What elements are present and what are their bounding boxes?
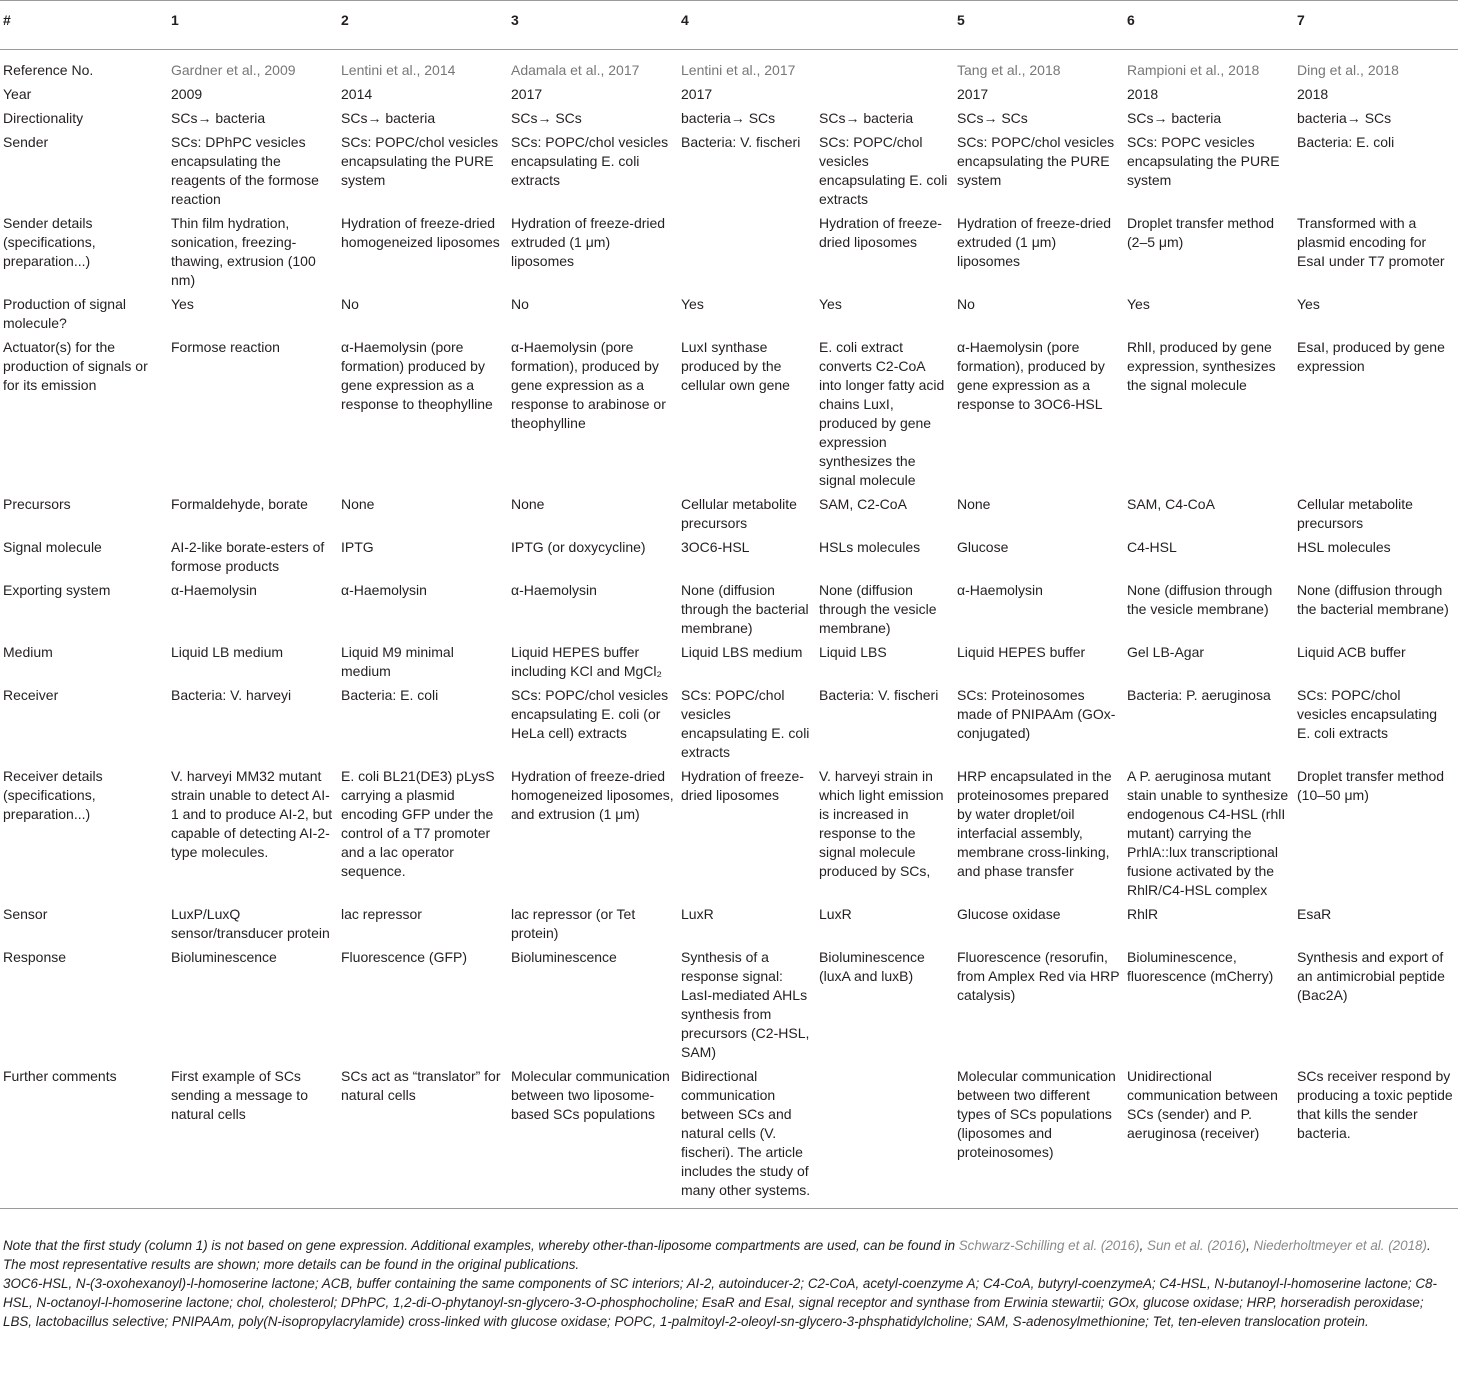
table-cell: Transformed with a plasmid encoding for EsaI under T7 promoter <box>1297 215 1445 269</box>
table-cell: SCs: POPC/chol vesicles encapsulating E. coli extracts <box>1297 687 1438 741</box>
table-cell: Bacteria: E. coli <box>341 687 439 703</box>
row-label: Year <box>3 86 32 102</box>
table-cell: Lentini et al., 2017 <box>681 62 796 78</box>
header-cell-num: # <box>0 1 168 50</box>
table-cell: bacteria→ SCs <box>1297 110 1392 126</box>
table-cell: α-Haemolysin <box>341 582 427 598</box>
table-cell: Droplet transfer method (10–50 μm) <box>1297 768 1445 803</box>
table-cell: Liquid LBS <box>819 644 887 660</box>
table-row <box>0 295 1458 338</box>
table-cell: Bidirectional communication between SCs and natural cells (V. fischeri). The article includes the study of many other systems. <box>678 1067 816 1209</box>
row-label: Sender details (specifications, preparation...) <box>3 215 96 269</box>
row-label: Signal molecule <box>3 539 102 555</box>
table-cell: Bioluminescence <box>511 949 617 965</box>
table-cell: 2018 <box>1127 86 1159 102</box>
row-label: Actuator(s) for the production of signals or for its emission <box>3 339 148 393</box>
table-cell: Yes <box>819 296 842 312</box>
table-cell: SCs→ SCs <box>957 110 1028 126</box>
table-cell: Yes <box>1297 296 1320 312</box>
table-cell: E. coli BL21(DE3) pLysS carrying a plasmid encoding GFP under the control of a T7 promoter and a lac operator sequence. <box>341 768 495 879</box>
table-cell: EsaI, produced by gene expression <box>1297 339 1445 374</box>
table-cell: V. harveyi MM32 mutant strain unable to detect AI-1 and to produce AI-2, but capable of detecting AI-2-type molecules. <box>171 768 333 860</box>
footnote-note-tail: . The most representative results are shown; more details can be found in the original publications. <box>3 1238 1431 1272</box>
table-cell: Rampioni et al., 2018 <box>1127 62 1260 78</box>
table-cell <box>816 85 954 109</box>
table-cell: EsaR <box>1297 906 1332 922</box>
table-cell: Molecular communication between two liposome-based SCs populations <box>508 1067 678 1209</box>
table-cell: LuxP/LuxQ sensor/transducer protein <box>171 906 330 941</box>
table-cell: SAM, C4-CoA <box>1127 496 1215 512</box>
footnote-separator: , <box>1246 1238 1254 1253</box>
table-row <box>0 538 1458 581</box>
citation-link[interactable]: Sun et al. (2016) <box>1147 1238 1247 1253</box>
table-cell: bacteria→ SCs <box>681 110 776 126</box>
footnote-note <box>3 1236 1453 1274</box>
table-cell: None (diffusion through the bacterial membrane) <box>1297 582 1449 617</box>
table-cell: lac repressor <box>341 906 422 922</box>
table-row <box>0 214 1458 295</box>
table-cell: Tang et al., 2018 <box>957 62 1061 78</box>
table-row <box>0 495 1458 538</box>
table-cell: Liquid HEPES buffer including KCl and MgCl₂ <box>511 644 662 679</box>
header-cell: 6 <box>1124 1 1294 50</box>
table-row <box>0 581 1458 643</box>
table-cell: No <box>341 296 359 312</box>
footnote-abbreviations: 3OC6-HSL, N-(3-oxohexanoyl)-l-homoserine lactone; ACB, buffer containing the same components of SC interiors; AI-2, autoinducer-2; C2-CoA, acetyl-coenzyme A; C4-CoA, butyryl-coenzymeA; C4-HSL, N-butanoyl-l-homoserine lactone; C8-HSL, N-octanoyl-l-homoserine lactone; chol, cholesterol; DPhPC, 1,2-di-O-phytanoyl-sn-glycero-3-O-phosphocholine; EsaR and EsaI, signal receptor and synthase from Erwinia stewartii; GOx, glucose oxidase; HRP, horseradish peroxidase; LBS, lactobacillus selective; PNIPAAm, poly(N-isopropylacrylamide) cross-linked with glucose oxidase; POPC, 1-palmitoyl-2-oleoyl-sn-glycero-3-phsphatidylcholine; SAM, S-adenosylmethionine; Tet, ten-eleven translocation protein. <box>3 1276 1437 1329</box>
table-cell: α-Haemolysin (pore formation), produced by gene expression as a response to arabinose or theophylline <box>511 339 666 431</box>
row-label: Receiver details (specifications, preparation...) <box>3 768 103 822</box>
header-cell: 1 <box>168 1 338 50</box>
table-header <box>0 1 1458 50</box>
table-cell: IPTG (or doxycycline) <box>511 539 646 555</box>
header-cell: 4 <box>678 1 816 50</box>
table-cell: HSLs molecules <box>819 539 921 555</box>
table-cell: 2018 <box>1297 86 1329 102</box>
table-cell: Yes <box>1127 296 1150 312</box>
table-cell: α-Haemolysin <box>511 582 597 598</box>
row-label: Response <box>3 949 67 965</box>
table-cell: IPTG <box>341 539 374 555</box>
table-cell: 2014 <box>341 86 373 102</box>
row-label: Precursors <box>3 496 71 512</box>
table-cell: SAM, C2-CoA <box>819 496 907 512</box>
table-cell: Bioluminescence, fluorescence (mCherry) <box>1127 949 1274 984</box>
table-cell: No <box>511 296 529 312</box>
table-cell: Synthesis of a response signal: LasI-mediated AHLs synthesis from precursors (C2-HSL, SAM) <box>681 949 810 1060</box>
table-cell: Formose reaction <box>171 339 280 355</box>
table-cell: None (diffusion through the vesicle membrane) <box>1127 582 1273 617</box>
table-cell: SCs→ bacteria <box>171 110 266 126</box>
table-cell: Lentini et al., 2014 <box>341 62 456 78</box>
table-cell <box>816 1067 954 1209</box>
table-cell: Glucose oxidase <box>957 906 1061 922</box>
header-cell <box>816 1 954 50</box>
table-cell: LuxR <box>819 906 852 922</box>
table-cell: Hydration of freeze-dried extruded (1 μm) liposomes <box>957 215 1112 269</box>
table-cell: Fluorescence (resorufin, from Amplex Red via HRP catalysis) <box>957 949 1120 1003</box>
table-cell: Yes <box>681 296 704 312</box>
table-cell: Ding et al., 2018 <box>1297 62 1399 78</box>
row-label: Further comments <box>0 1067 168 1209</box>
table-row <box>0 50 1458 86</box>
table-cell: SCs→ bacteria <box>819 110 914 126</box>
table-cell: Gardner et al., 2009 <box>171 62 296 78</box>
table-cell: 2017 <box>681 86 713 102</box>
table-cell: SCs: POPC/chol vesicles encapsulating the PURE system <box>341 134 499 188</box>
table-cell: Droplet transfer method (2–5 μm) <box>1127 215 1275 250</box>
table-cell: First example of SCs sending a message to natural cells <box>168 1067 338 1209</box>
table-cell: Bacteria: V. fischeri <box>819 687 939 703</box>
citation-link[interactable]: Niederholtmeyer et al. (2018) <box>1253 1238 1427 1253</box>
table-cell: V. harveyi strain in which light emission is increased in response to the signal molecule produced by SCs, <box>819 768 944 879</box>
table-cell: Bioluminescence <box>171 949 277 965</box>
table-cell: Cellular metabolite precursors <box>681 496 797 531</box>
table-cell: HSL molecules <box>1297 539 1391 555</box>
table-cell: Molecular communication between two different types of SCs populations (liposomes and proteinosomes) <box>954 1067 1124 1209</box>
table-cell: Hydration of freeze-dried extruded (1 μm) liposomes <box>511 215 666 269</box>
table-row <box>0 338 1458 495</box>
table-cell: Synthesis and export of an antimicrobial peptide (Bac2A) <box>1297 949 1445 1003</box>
table-cell: None <box>511 496 545 512</box>
table-cell: Bacteria: V. fischeri <box>681 134 801 150</box>
row-label: Medium <box>3 644 53 660</box>
table-cell: SCs: POPC/chol vesicles encapsulating E. coli extracts <box>681 687 810 760</box>
table-cell: Formaldehyde, borate <box>171 496 308 512</box>
table-cell: SCs: POPC vesicles encapsulating the PURE system <box>1127 134 1280 188</box>
table-cell: LuxR <box>681 906 714 922</box>
table-cell: Liquid ACB buffer <box>1297 644 1406 660</box>
table-row <box>0 1067 1458 1209</box>
table-cell: Hydration of freeze-dried liposomes <box>681 768 804 803</box>
table-cell: Bioluminescence (luxA and luxB) <box>819 949 925 984</box>
table-cell: SCs: POPC/chol vesicles encapsulating E. coli extracts <box>819 134 948 207</box>
table-cell: Liquid LBS medium <box>681 644 803 660</box>
table-cell: C4-HSL <box>1127 539 1177 555</box>
table-cell: SCs: DPhPC vesicles encapsulating the reagents of the formose reaction <box>171 134 319 207</box>
table-cell: α-Haemolysin (pore formation), produced by gene expression as a response to 3OC6-HSL <box>957 339 1105 412</box>
row-label: Sensor <box>3 906 48 922</box>
table-row <box>0 109 1458 133</box>
table-cell: Cellular metabolite precursors <box>1297 496 1413 531</box>
table-cell: Fluorescence (GFP) <box>341 949 468 965</box>
table-cell: SCs receiver respond by producing a toxic peptide that kills the sender bacteria. <box>1294 1067 1458 1209</box>
table-cell: Bacteria: V. harveyi <box>171 687 292 703</box>
table-cell: lac repressor (or Tet protein) <box>511 906 636 941</box>
table-cell: E. coli extract converts C2-CoA into longer fatty acid chains LuxI, produced by gene expression synthesizes the signal molecule <box>819 339 945 488</box>
table-footnote <box>0 1236 1453 1331</box>
table-cell: LuxI synthase produced by the cellular own gene <box>681 339 790 393</box>
table-cell: α-Haemolysin <box>957 582 1043 598</box>
citation-link[interactable]: Schwarz-Schilling et al. (2016) <box>958 1238 1140 1253</box>
table-cell: α-Haemolysin <box>171 582 257 598</box>
table-cell: None <box>341 496 375 512</box>
table-row <box>0 686 1458 767</box>
footnote-note-lead: Note that the first study (column 1) is not based on gene expression. Additional examples, whereby other-than-liposome compartments are used, can be found in <box>3 1238 959 1253</box>
row-label: Reference No. <box>3 62 94 78</box>
row-label: Exporting system <box>3 582 111 598</box>
header-row <box>0 1 1458 50</box>
table-cell: Thin film hydration, sonication, freezing-thawing, extrusion (100 nm) <box>171 215 316 288</box>
row-label: Production of signal molecule? <box>3 296 126 331</box>
table-cell: SCs→ bacteria <box>1127 110 1222 126</box>
table-cell: None (diffusion through the vesicle membrane) <box>819 582 937 636</box>
row-label: Receiver <box>3 687 59 703</box>
header-cell: 3 <box>508 1 678 50</box>
header-cell: 5 <box>954 1 1124 50</box>
table-cell: 2017 <box>957 86 989 102</box>
table-cell: Liquid HEPES buffer <box>957 644 1086 660</box>
header-cell: 2 <box>338 1 508 50</box>
table-cell: 3OC6-HSL <box>681 539 750 555</box>
table-cell: AI-2-like borate-esters of formose products <box>171 539 325 574</box>
table-cell: HRP encapsulated in the proteinosomes prepared by water droplet/oil interfacial assembly, membrane cross-linking, and phase transfer <box>957 768 1112 879</box>
table-cell: Adamala et al., 2017 <box>511 62 640 78</box>
table-cell <box>678 214 816 295</box>
table-cell: SCs→ SCs <box>511 110 582 126</box>
table-body <box>0 50 1458 1209</box>
table-cell: Gel LB-Agar <box>1127 644 1205 660</box>
table-cell: RhlR <box>1127 906 1159 922</box>
table-cell: None (diffusion through the bacterial membrane) <box>681 582 809 636</box>
table-row <box>0 643 1458 686</box>
table-cell: A P. aeruginosa mutant stain unable to synthesize endogenous C4-HSL (rhlI mutant) carrying the PrhlA::lux transcriptional fusione activated by the RhlR/C4-HSL complex <box>1127 768 1289 898</box>
table-cell: RhlI, produced by gene expression, synthesizes the signal molecule <box>1127 339 1276 393</box>
table-cell: 2017 <box>511 86 543 102</box>
table-cell: Bacteria: E. coli <box>1297 134 1395 150</box>
table-cell: Hydration of freeze-dried homogeneized liposomes <box>341 215 500 250</box>
table-cell: SCs→ bacteria <box>341 110 436 126</box>
table-cell: Bacteria: P. aeruginosa <box>1127 687 1271 703</box>
table-cell: Unidirectional communication between SCs (sender) and P. aeruginosa (receiver) <box>1124 1067 1294 1209</box>
row-label: Directionality <box>3 110 84 126</box>
table-cell: Hydration of freeze-dried liposomes <box>819 215 942 250</box>
table-row <box>0 133 1458 214</box>
table-cell: SCs: POPC/chol vesicles encapsulating E. coli extracts <box>511 134 669 188</box>
header-cell: 7 <box>1294 1 1458 50</box>
table-row <box>0 948 1458 1067</box>
table-cell: 2009 <box>171 86 203 102</box>
table-cell: Liquid LB medium <box>171 644 284 660</box>
table-cell <box>816 50 954 86</box>
table-cell: Glucose <box>957 539 1009 555</box>
table-cell: SCs act as “translator” for natural cells <box>338 1067 508 1209</box>
footnote-separator: , <box>1139 1238 1148 1253</box>
table-cell: No <box>957 296 975 312</box>
table-cell: SCs: Proteinosomes made of PNIPAAm (GOx-conjugated) <box>957 687 1116 741</box>
row-label: Sender <box>3 134 49 150</box>
table-cell: Hydration of freeze-dried homogeneized liposomes, and extrusion (1 μm) <box>511 768 674 822</box>
table-row <box>0 767 1458 905</box>
table-cell: Yes <box>171 296 194 312</box>
table-cell: SCs: POPC/chol vesicles encapsulating E. coli (or HeLa cell) extracts <box>511 687 669 741</box>
table-row <box>0 905 1458 948</box>
table-cell: None <box>957 496 991 512</box>
table-row <box>0 85 1458 109</box>
table-cell: α-Haemolysin (pore formation) produced by gene expression as a response to theophylline <box>341 339 493 412</box>
table-cell: Liquid M9 minimal medium <box>341 644 454 679</box>
table-cell: SCs: POPC/chol vesicles encapsulating the PURE system <box>957 134 1115 188</box>
